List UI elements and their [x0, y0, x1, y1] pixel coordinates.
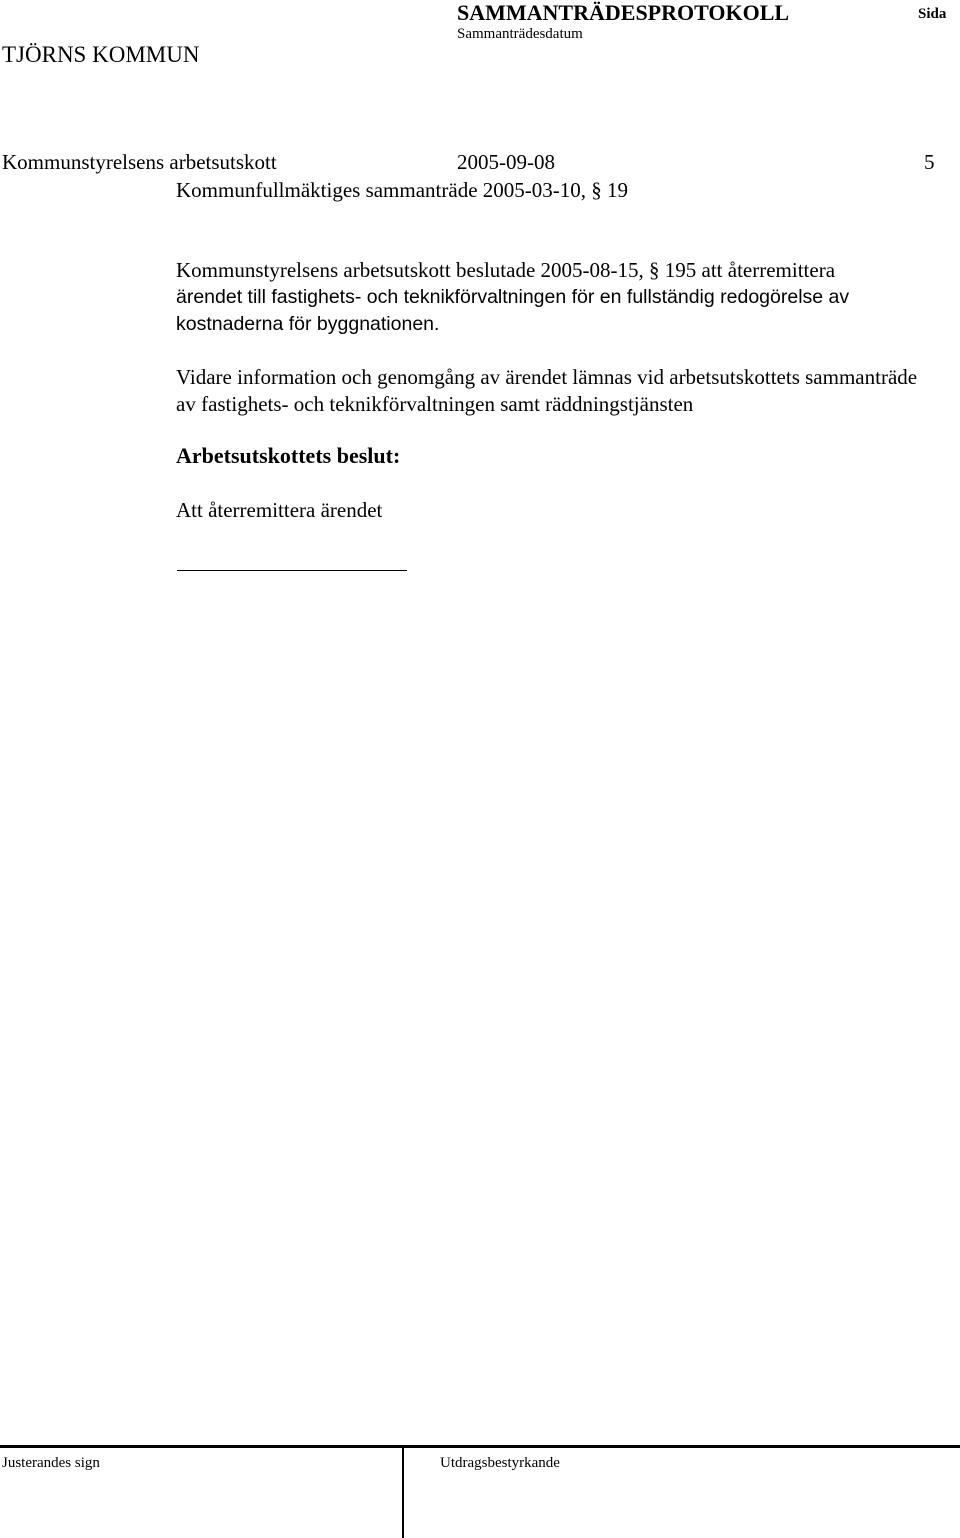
- footer-rule: [0, 1445, 960, 1448]
- meeting-date-label: Sammanträdesdatum: [457, 26, 583, 42]
- page-label: Sida: [918, 6, 947, 22]
- extract-certification-label: Utdragsbestyrkande: [440, 1455, 560, 1471]
- end-rule: [177, 570, 407, 571]
- paragraph-line: Kommunstyrelsens arbetsutskott beslutade 2005-08-15, § 195 att återremittera: [176, 258, 836, 282]
- paragraph-text: ärendet till fastighets- och teknikförvaltningen för en fullständig redogörelse av kostnaderna för byggnationen.: [176, 286, 850, 335]
- decision-text: Att återremittera ärendet: [176, 498, 383, 522]
- meeting-date: 2005-09-08: [457, 150, 555, 174]
- committee-name: Kommunstyrelsens arbetsutskott: [2, 150, 277, 174]
- paragraph-information: Vidare information och genomgång av ärendet lämnas vid arbetsutskottets sammanträde av fastighets- och teknikförvaltningen samt räddningstjänsten: [176, 365, 918, 416]
- reference-line: Kommunfullmäktiges sammanträde 2005-03-10, § 19: [176, 178, 629, 202]
- page-number: 5: [924, 150, 935, 174]
- adjuster-signature-label: Justerandes sign: [2, 1455, 100, 1471]
- organization-name: TJÖRNS KOMMUN: [2, 42, 200, 67]
- footer-divider: [402, 1446, 404, 1538]
- paragraph-background: [176, 257, 936, 338]
- document-title: SAMMANTRÄDESPROTOKOLL: [457, 0, 790, 25]
- decision-heading: Arbetsutskottets beslut:: [176, 443, 401, 468]
